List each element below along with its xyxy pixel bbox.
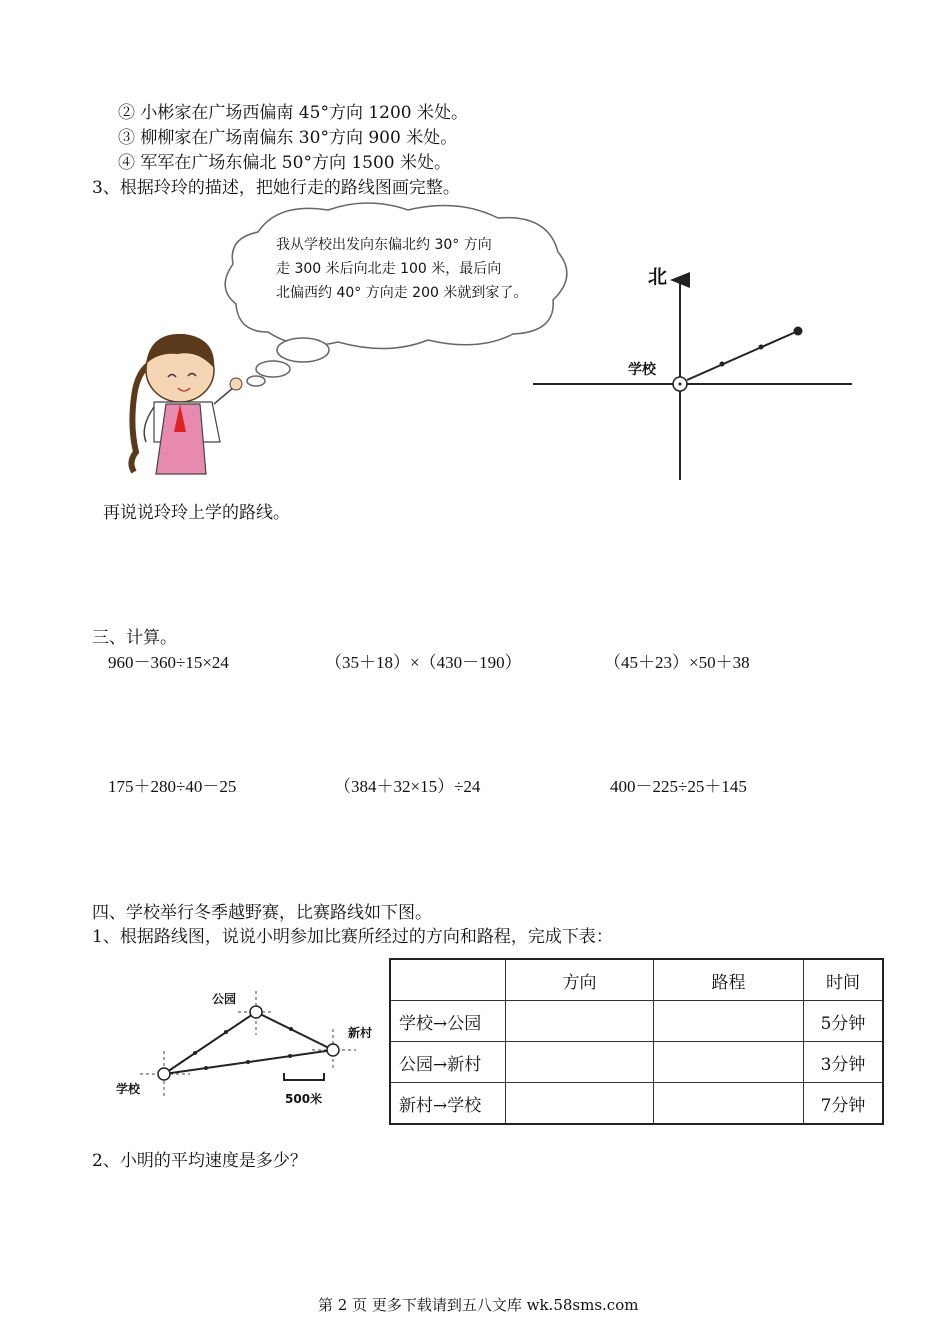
school-point: [158, 1068, 170, 1080]
table-cell-distance[interactable]: [654, 1001, 804, 1042]
table-cell-leg: 公园→新村: [390, 1042, 506, 1083]
table-cell-leg: 学校→公园: [390, 1001, 506, 1042]
girl-figure: [131, 334, 242, 474]
table-cell-time: 3分钟: [804, 1042, 884, 1083]
bubble-line-1: 我从学校出发向东偏北约 30° 方向: [276, 237, 492, 253]
expression-5: （384＋32×15）÷24: [334, 777, 481, 796]
route-segment-1: [687, 331, 798, 380]
table-cell-direction[interactable]: [506, 1001, 654, 1042]
village-point: [327, 1044, 339, 1056]
thought-dot-medium: [256, 361, 290, 377]
question-4-1: 1、根据路线图，说说小明参加比赛所经过的方向和路程，完成下表：: [92, 927, 613, 947]
table-row: [390, 1083, 883, 1125]
route-park-village: [256, 1012, 333, 1050]
park-point: [250, 1006, 262, 1018]
direction-item-3: ③ 柳柳家在广场南偏东 30°方向 900 米处。: [118, 128, 458, 148]
map-label-school: 学校: [116, 1082, 141, 1096]
table-row: [390, 1042, 883, 1083]
section-3-title: 三、计算。: [92, 628, 177, 648]
table-header-cell: 方向: [506, 959, 654, 1001]
table-header-cell: 时间: [804, 959, 884, 1001]
expression-1: 960－360÷15×24: [108, 653, 229, 672]
expression-3: （45＋23）×50＋38: [604, 653, 750, 672]
question-4-2: 2、小明的平均速度是多少？: [92, 1151, 307, 1171]
route-tick-1: [720, 362, 725, 367]
route-tick-2: [759, 345, 764, 350]
retell-prompt: 再说说玲玲上学的路线。: [103, 503, 290, 523]
thought-dot-small: [247, 376, 265, 386]
scale-bar: [284, 1073, 324, 1080]
route-school-park: [164, 1012, 256, 1074]
section-4-title: 四、学校举行冬季越野赛，比赛路线如下图。: [92, 903, 432, 923]
expression-6: 400－225÷25＋145: [610, 777, 747, 796]
expression-4: 175＋280÷40－25: [108, 777, 237, 796]
route-table: [389, 958, 884, 1125]
route-diagram: [525, 250, 865, 486]
bubble-line-2: 走 300 米后向北走 100 米，最后向: [276, 261, 502, 277]
question-3: 3、根据玲玲的描述，把她行走的路线图画完整。: [92, 178, 460, 198]
map-scale-label: 500米: [285, 1092, 323, 1106]
table-cell-direction[interactable]: [506, 1083, 654, 1125]
table-cell-leg: 新村→学校: [390, 1083, 506, 1125]
direction-item-2: ② 小彬家在广场西偏南 45°方向 1200 米处。: [118, 103, 469, 123]
table-cell-distance[interactable]: [654, 1042, 804, 1083]
race-route-map: [108, 985, 388, 1115]
direction-item-4: ④ 军军在广场东偏北 50°方向 1500 米处。: [118, 153, 452, 173]
route-end-point: [794, 327, 803, 336]
map-label-village: 新村: [348, 1026, 373, 1040]
north-label: 北: [648, 266, 668, 288]
school-label: 学校: [628, 362, 656, 378]
table-row: [390, 1001, 883, 1042]
table-header-row: [390, 959, 883, 1001]
table-header-cell: [390, 959, 506, 1001]
bubble-line-3: 北偏西约 40° 方向走 200 米就到家了。: [276, 285, 528, 301]
page-footer: 第 2 页 更多下载请到五八文库 wk.58sms.com: [318, 1296, 639, 1314]
table-cell-time: 7分钟: [804, 1083, 884, 1125]
expression-2: （35＋18）×（430－190）: [325, 653, 522, 672]
thought-dot-large: [277, 338, 329, 362]
table-cell-distance[interactable]: [654, 1083, 804, 1125]
table-cell-time: 5分钟: [804, 1001, 884, 1042]
map-label-park: 公园: [212, 992, 237, 1006]
table-header-cell: 路程: [654, 959, 804, 1001]
table-cell-direction[interactable]: [506, 1042, 654, 1083]
